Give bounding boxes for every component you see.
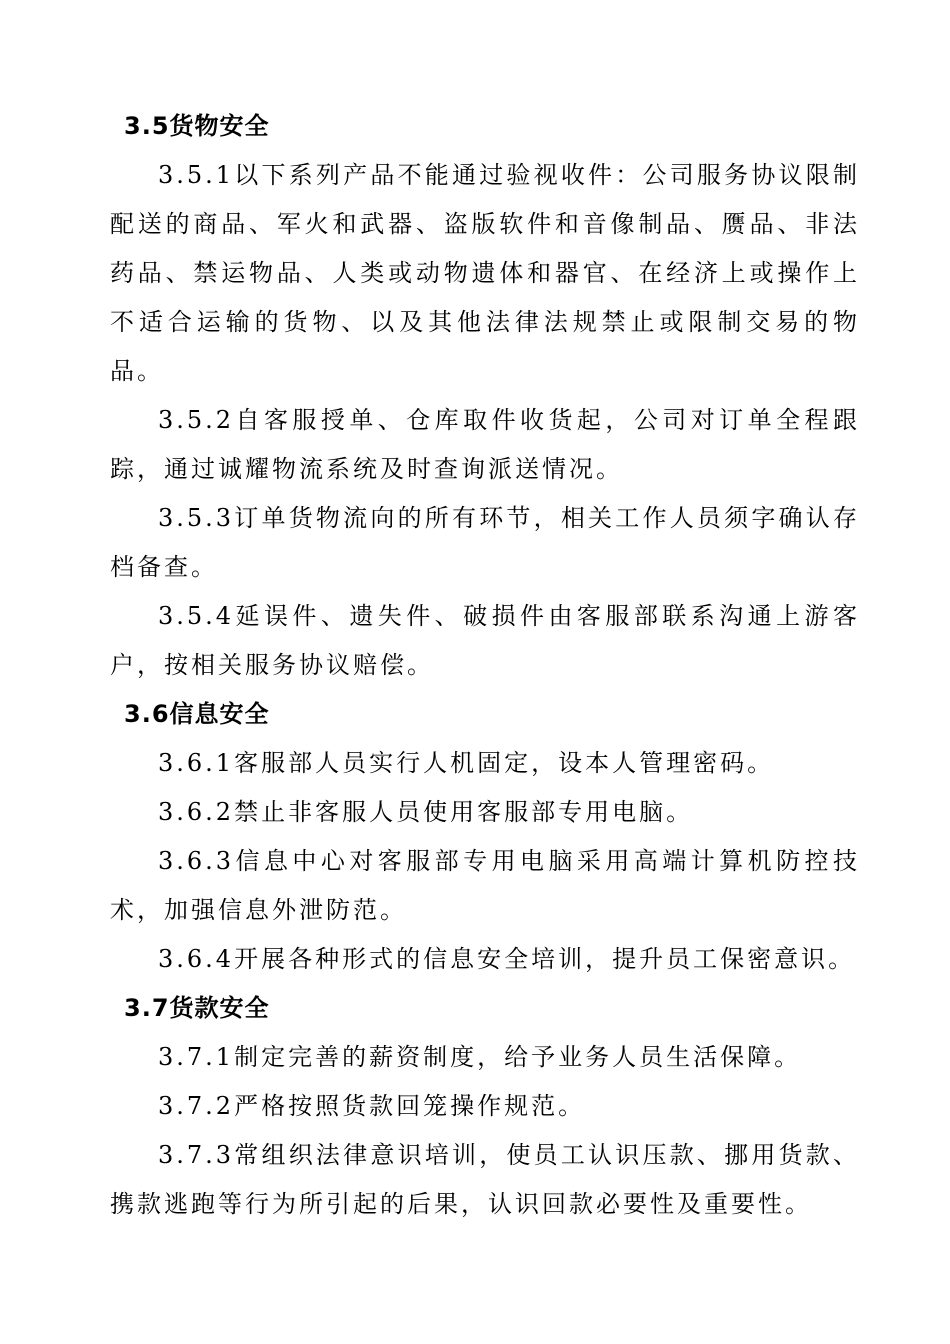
paragraph-3-6-1: 3.6.1客服部人员实行人机固定，设本人管理密码。: [158, 749, 775, 777]
paragraph-3-6-4: 3.6.4开展各种形式的信息安全培训，提升员工保密意识。: [158, 945, 856, 973]
paragraph-3-5-1: 3.5.1以下系列产品不能通过验视收件：公司服务协议限制配送的商品、军火和武器、盗版软件和音像制品、赝品、非法药品、禁运物品、人类或动物遗体和器官、在经济上或操作上不适合运输的货物、以及其他法律法规禁止或限制交易的物品。: [110, 161, 860, 385]
paragraph-3-7-3: 3.7.3常组织法律意识培训，使员工认识压款、挪用货款、携款逃跑等行为所引起的后果，认识回款必要性及重要性。: [110, 1141, 860, 1218]
paragraph-3-5-4: 3.5.4延误件、遗失件、破损件由客服部联系沟通上游客户，按相关服务协议赔偿。: [110, 602, 860, 679]
paragraph-3-7-2: 3.7.2严格按照货款回笼操作规范。: [158, 1092, 586, 1120]
paragraph-3-7-1: 3.7.1制定完善的薪资制度，给予业务人员生活保障。: [158, 1043, 802, 1071]
paragraph-3-5-3: 3.5.3订单货物流向的所有环节，相关工作人员须字确认存档备查。: [110, 504, 860, 581]
paragraph-3-6-3: 3.6.3信息中心对客服部专用电脑采用高端计算机防控技术，加强信息外泄防范。: [110, 847, 860, 924]
section-heading-3-7: 3.7货款安全: [124, 994, 270, 1022]
section-heading-3-6: 3.6信息安全: [124, 700, 270, 728]
section-heading-3-5: 3.5货物安全: [124, 112, 270, 140]
document-body: [110, 102, 860, 1229]
paragraph-3-5-2: 3.5.2自客服授单、仓库取件收货起，公司对订单全程跟踪，通过诚耀物流系统及时查询派送情况。: [110, 406, 860, 483]
paragraph-3-6-2: 3.6.2禁止非客服人员使用客服部专用电脑。: [158, 798, 694, 826]
